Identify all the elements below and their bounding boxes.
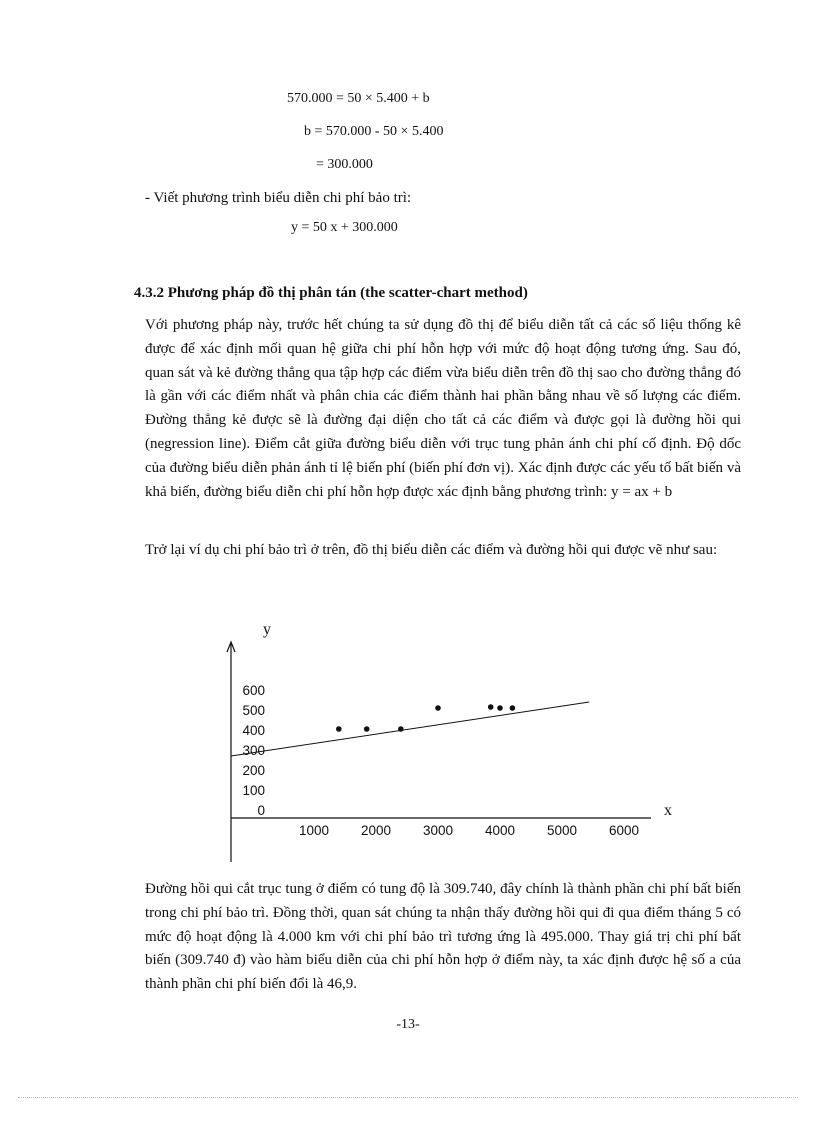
page-number: -13- [396, 1017, 420, 1032]
x-tick-label: 1000 [298, 823, 330, 838]
bullet-text: - Viết phương trình biểu diễn chi phí bảo trì: [145, 190, 412, 206]
chart-marks [231, 702, 589, 756]
chart-ticks [242, 683, 639, 838]
equation-4: y = 50 x + 300.000 [291, 220, 398, 235]
y-tick-label: 0 [257, 803, 265, 818]
equation-2: b = 570.000 - 50 × 5.400 [304, 124, 444, 139]
data-point [336, 726, 342, 732]
y-tick-label: 200 [242, 763, 265, 778]
data-point [510, 705, 516, 711]
paragraph-3-text: Đường hồi qui cắt trục tung ở điểm có tung độ là 309.740, đây chính là thành phần chi phí bất biến trong chi phí bảo trì. Đồng thời, quan sát chúng ta nhận thấy đường hồi qui đi qua điểm tháng 5 có mức độ hoạt động là 4.000 km với chi phí bảo trì tương ứng là 495.000. Thay giá trị chi phí bất biến (309.740 đ) vào hàm biểu diễn của chi phí hỗn hợp ở điểm này, ta xác định được hệ số a của thành phần chi phí biến đổi là 46,9. [145, 881, 741, 993]
x-tick-label: 3000 [422, 823, 454, 838]
y-axis-label: y [263, 621, 271, 638]
paragraph-1-text: Với phương pháp này, trước hết chúng ta sử dụng đồ thị để biểu diễn tất cả các số liệu thống kê được để xác định mối quan hệ giữa chi phí hỗn hợp với mức độ hoạt động tương ứng. Sau đó, quan sát và kẻ đường thẳng qua tập hợp các điểm vừa biểu diễn trên đồ thị sao cho đường thẳng đó là gần với các điểm nhất và phân chia các điểm thành hai phần bằng nhau về số lượng các điểm. Đường thẳng kẻ được sẽ là đường đại diện cho tất cả các điểm và được gọi là đường hồi qui (negression line). Điểm cắt giữa đường biểu diễn với trục tung phản ánh chi phí cố định. Độ dốc của đường biểu diễn phản ánh tỉ lệ biến phí (biến phí đơn vị). Xác định được các yếu tố bất biến và khả biến, đường biểu diễn chi phí hỗn hợp được xác định bằng phương trình: y = ax + b [145, 317, 741, 500]
y-tick-label: 300 [242, 743, 265, 758]
x-axis-label: x [664, 802, 672, 819]
data-point [364, 726, 370, 732]
x-tick-label: 2000 [360, 823, 392, 838]
footer-divider [18, 1097, 798, 1098]
data-point [398, 726, 404, 732]
y-tick-label: 600 [242, 683, 265, 698]
regression-line [231, 702, 589, 756]
y-tick-label: 100 [242, 783, 265, 798]
x-tick-label: 5000 [546, 823, 578, 838]
data-point [488, 704, 494, 710]
y-tick-label: 400 [242, 723, 265, 738]
equation-1: 570.000 = 50 × 5.400 + b [287, 91, 430, 106]
section-heading: 4.3.2 Phương pháp đồ thị phân tán (the scatter-chart method) [134, 285, 528, 301]
x-tick-label: 4000 [484, 823, 516, 838]
paragraph-3 [145, 878, 741, 997]
x-tick-label: 6000 [608, 823, 640, 838]
data-point [497, 705, 503, 711]
y-tick-label: 500 [242, 703, 265, 718]
paragraph-2-text: Trở lại ví dụ chi phí bảo trì ở trên, đồ thị biểu diễn các điểm và đường hồi qui được vẽ như sau: [145, 542, 718, 558]
equation-3: = 300.000 [316, 157, 373, 172]
data-point [435, 705, 441, 711]
